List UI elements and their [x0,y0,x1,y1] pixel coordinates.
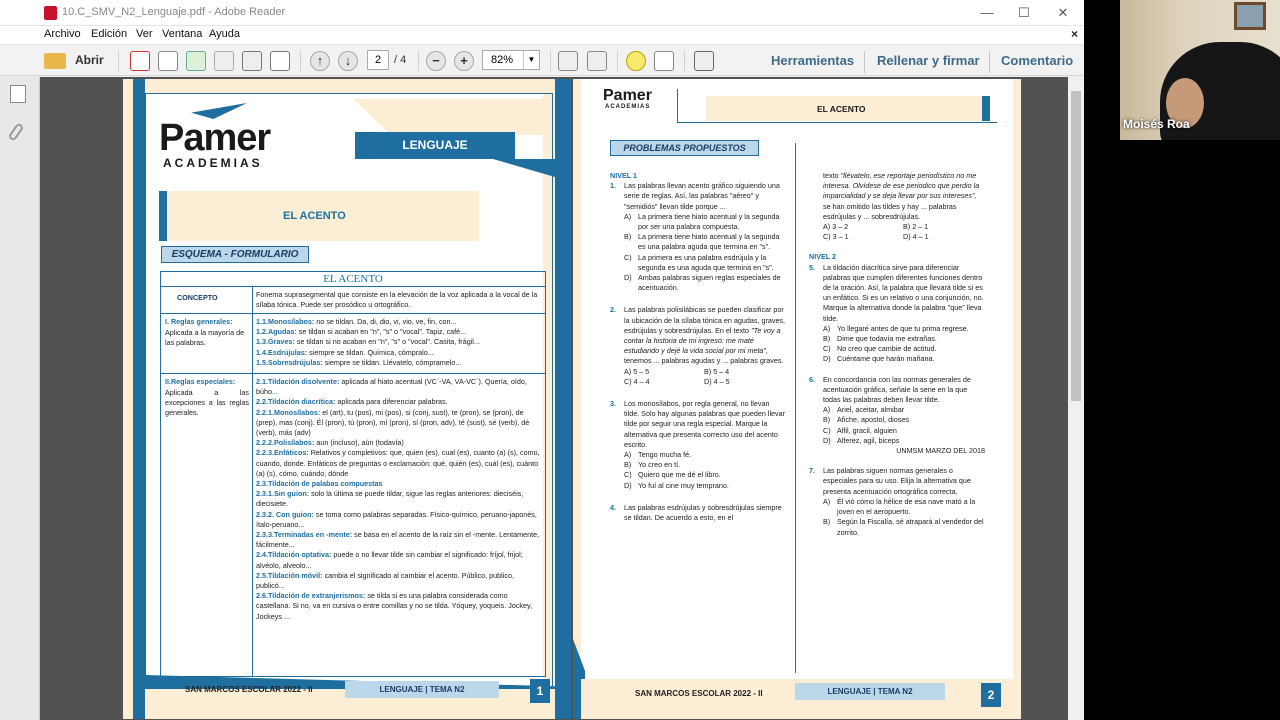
cloud-upload-icon[interactable] [186,51,206,71]
zoom-out-button[interactable]: − [426,51,446,71]
edit-icon[interactable] [158,51,178,71]
menu-ventana[interactable]: Ventana [162,28,203,40]
webcam-overlay [1120,0,1280,140]
concept-head: CONCEPTO [177,293,218,302]
footer-tema: LENGUAJE | TEMA N2 [345,681,499,698]
question-3: 3. Los monosílabos, por regla general, no llevan tilde. Solo hay algunas palabras que pueden llevar tilde por seguir una regla especial. Marque la alternativa que presenta correcto uso del acento escrito. A) Tengo mucha fé. B) Yo creo en tí. C) Quiero que me dé el libro. D) Yo fuí al cine muy temprano. [610,399,786,490]
email-icon[interactable] [270,51,290,71]
list-item: 2.2.Tildación diacrítica: aplicada para diferenciar palabras. [256,397,448,407]
pdf-page-1 [123,79,571,719]
page1-title: EL ACENTO [283,210,346,222]
menu-ayuda[interactable]: Ayuda [209,28,240,40]
close-document-icon[interactable]: × [1070,27,1078,41]
table-title: EL ACENTO [161,272,545,287]
chevron-down-icon[interactable]: ▼ [523,51,539,69]
list-item: 1.4.Esdrújulas: siempre se tildan. Química, cómpralo... [256,347,434,357]
pdf-file-icon [44,6,57,20]
menu-bar [0,26,1084,44]
logo-text: Pamer [603,87,652,104]
save-icon[interactable] [214,51,234,71]
document-view[interactable] [40,77,1068,720]
logo-subtext: ACADEMIAS [605,104,651,110]
menu-archivo[interactable]: Archivo [44,28,81,40]
rules-general-head: I. Reglas generales: [165,317,233,326]
close-window-button[interactable]: ✕ [1057,5,1069,20]
list-item: 2.2.2.Polisílabos: aun (incluso), aún (todavía) [256,438,404,448]
participant-name: Moisés Roa [1123,117,1190,131]
question-7: 7. Las palabras siguen normas generales o especiales para su uso. Elija la alternativa que presenta acentuación ortográfica correcta. A) Él vió cómo la hélice de esa nave mató a la joven en el aeropuerto. B) Según la Fiscalía, sé atrapará al vendedor del zorrito. [809,466,984,537]
highlight-icon[interactable] [654,51,674,71]
create-pdf-icon[interactable] [130,51,150,71]
level-1-label: NIVEL 1 [610,171,638,180]
pdf-page-2 [573,79,1021,719]
list-item: 2.2.3.Enfáticos: Relativos y completivos: que, quien (es), cual (es), cuanto (a) (s), como, cuando, donde. Enfáticos de preguntas o exclamación: qué, quién (es), cuál (es), cuánto (a) (s), cómo, cuándo, dónde [256,448,540,478]
list-item: 1.1.Monosílabos: no se tildan. Da, di, dio, vi, vio, ve, fin, con... [256,317,457,326]
scrollbar-thumb[interactable] [1071,91,1081,401]
list-item: 2.4.Tildación optativa: puede o no llevar tilde sin cambiar el significado: fríjol, frijol; alvéolo, alveolo... [256,550,523,570]
minimize-button[interactable]: — [980,5,994,20]
list-item: 2.3.2. Con guion: se toma como palabras separadas. Físico-químico, peruano-japonés, ítalo-peruano... [256,509,537,529]
questions-right [809,171,985,538]
concept-table [160,271,546,677]
section-label: PROBLEMAS PROPUESTOS [610,140,759,156]
question-5: 5. La tildación diacrítica sirve para diferenciar palabras que cumplen diferentes funciones dentro de la oración. Así, la palabra que llevará tilde si es un enfático. Si es un relativo o una conjunción, no. Marque la alternativa donde la palabra "que" lleva tilde. A) Yo llegaré antes de que tu prima regrese. B) Dime que todavía me extrañas. C) No creo que cambie de actitud. D) Cuéntame que harán mañana. [809,262,984,364]
list-item: 2.3.Tildación de palabas compuestas [256,479,383,489]
list-item: 2.5.Tildación móvil: cambia el significado al cambiar el acento. Público, publico, publicó... [256,570,514,591]
footer-tema: LENGUAJE | TEMA N2 [795,683,945,700]
list-item: 2.3.1.Sin guion: solo la última se puede tildar, sigue las reglas anteriores: dieciséis, diecisiete. [256,489,524,509]
rules-special-list [256,377,542,622]
concept-text: Fonema suprasegmental que consiste en la elevación de la voz aplicada a la vocal de la sílaba tónica. Puede ser prosódico u ortográfico. [256,290,538,310]
zoom-in-button[interactable]: + [454,51,474,71]
open-button[interactable]: Abrir [75,53,104,67]
attachment-icon[interactable] [8,122,25,141]
wall-picture [1234,2,1266,30]
logo-subtext: ACADEMIAS [163,156,263,170]
fullscreen-icon[interactable] [694,51,714,71]
toolbar [0,44,1084,76]
question-2: 2. Las palabras polisilábicas se pueden clasificar por la ubicación de la sílaba tónica en agudas, graves, esdrújulas y sobresdrújulas. En el texto "Te voy a contar la historia de mi ingreso: me matė estudiando y dejé la vida social por mi meta", tenemos ... palabras agudas y ... palabras graves. A) 5 – 5 B) 5 – 4 C) 4 – 4 D) 4 – 5 [610,305,786,386]
source-note: UNMSM MARZO DEL 2018 [896,446,985,456]
level-2-label: NIVEL 2 [809,252,837,262]
list-item: 2.2.1.Monosílabos: el (art), tu (pos), mi (pos), si (conj, sust), te (pron), se (pron), de (prep), mas (conj). Él (pron), tú (pron), mí (pron), sí (pron, adv), té (sust), sé (verb), dé (verb), más (adv) [256,407,530,438]
page-number-badge: 2 [981,683,1001,707]
question-1: 1. Las palabras llevan acento gráfico siguiendo una serie de reglas. Así, las palabras "aéreo" y "semidiós" llevan tilde porque ... A) La primera tiene hiato acentual y la segunda por ser una palabra compuesta. B) La primera tiene hiato acentual y la segunda es una palabra aguda que termina en "s". C) La primera es una palabra esdrújula y la segunda es una aguda que termina en "s". D) Ambas palabras siguen reglas especiales de acentuación. [610,181,781,293]
comment-button[interactable]: Comentario [1001,53,1074,68]
logo-text: Pamer [159,117,271,159]
print-icon[interactable] [242,51,262,71]
menu-ver[interactable]: Ver [136,28,153,40]
rules-general-list [256,317,542,368]
navigation-panel [0,77,40,720]
list-item: 2.6.Tildación de extranjerismos: se tilda si es una palabra considerada como castellana. Si no, va en cursiva o entre comillas y no se tilda. Yóquey, yoqueis. Jockey, Jockeys ... [256,591,533,621]
list-item: 1.2.Agudas: se tildan si acaban en "n", "s" o "vocal". Tapiz, café... [256,327,467,337]
page-thumbnails-icon[interactable] [10,85,26,103]
vertical-scrollbar[interactable] [1068,77,1084,720]
zoom-value: 82% [491,54,514,66]
window-title: 10.C_SMV_N2_Lenguaje.pdf - Adobe Reader [62,6,286,18]
footer-left: SAN MARCOS ESCOLAR 2022 - II [635,689,763,698]
page2-title: EL ACENTO [817,104,866,114]
fill-sign-button[interactable]: Rellenar y firmar [877,53,980,68]
menu-edicion[interactable]: Edición [91,28,128,40]
list-item: 2.1.Tildación disolvente: aplicada al hiato acentual (VC´-VA, VA-VC´). Quería, oído, búho... [256,377,527,397]
question-6: 6. En concordancia con las normas generales de acentuación gráfica, señale la serie en la que todas las palabras deben llevar tilde. A) Ariel, aceitar, almibar B) Afiche, apostol, dioses C) Alfil, gracil, alguien D) Alferez, agil, biceps UNMSM MARZO DEL 2018 [809,374,985,456]
question-4: 4. Las palabras esdrújulas y sobresdrújulas siempre se tildan. De acuerdo a esto, en el [610,502,782,523]
footer-left: SAN MARCOS ESCOLAR 2022 - II [185,685,313,694]
next-page-button[interactable]: ↓ [338,51,358,71]
subject-banner: LENGUAJE [355,132,515,159]
title-bar [0,0,1084,26]
previous-page-button[interactable]: ↑ [310,51,330,71]
fit-width-icon[interactable] [558,51,578,71]
folder-icon[interactable] [44,53,66,69]
rules-special-head: II.Reglas especiales: [165,377,236,386]
fit-page-icon[interactable] [587,51,607,71]
rules-general-desc: Aplicada a la mayoría de las palabras. [165,328,245,348]
list-item: 1.5.Sobresdrújulas: siempre se tildan. Llévatelo, cómpramelo... [256,357,462,367]
tools-button[interactable]: Herramientas [771,53,855,68]
question-4-continued: texto "llévatelo, ese reportaje periodístico no me interesa. Olvídese de ese periodico que perdio la imparcialidad y se deja llevar por sus intereses", se han omitido las tildes y hay ... palabras esdrújulas y ... sobresdrújulas. A) 3 – 2 B) 2 – 1 C) 3 – 1 D) 4 – 1 [823,171,980,242]
page-number-badge: 1 [530,679,550,703]
scheme-label: ESQUEMA - FORMULARIO [161,246,309,263]
maximize-button[interactable]: ☐ [1018,5,1030,20]
page-total: / 4 [394,54,407,66]
list-item: 1.3.Graves: se tildan si no acaban en "n", "s" o "vocal". Casita, frágil... [256,337,480,347]
rules-special-desc: Aplicada a las excepciones a las reglas generales. [165,388,249,418]
page-number-input[interactable]: 2 [367,50,389,70]
questions-left [610,171,786,523]
list-item: 2.3.3.Terminadas en -mente: se basa en el acento de la raíz sin el -mente. Lentamente, fácilmente... [256,530,540,550]
zoom-select[interactable] [482,50,540,70]
comment-icon[interactable] [626,51,646,71]
